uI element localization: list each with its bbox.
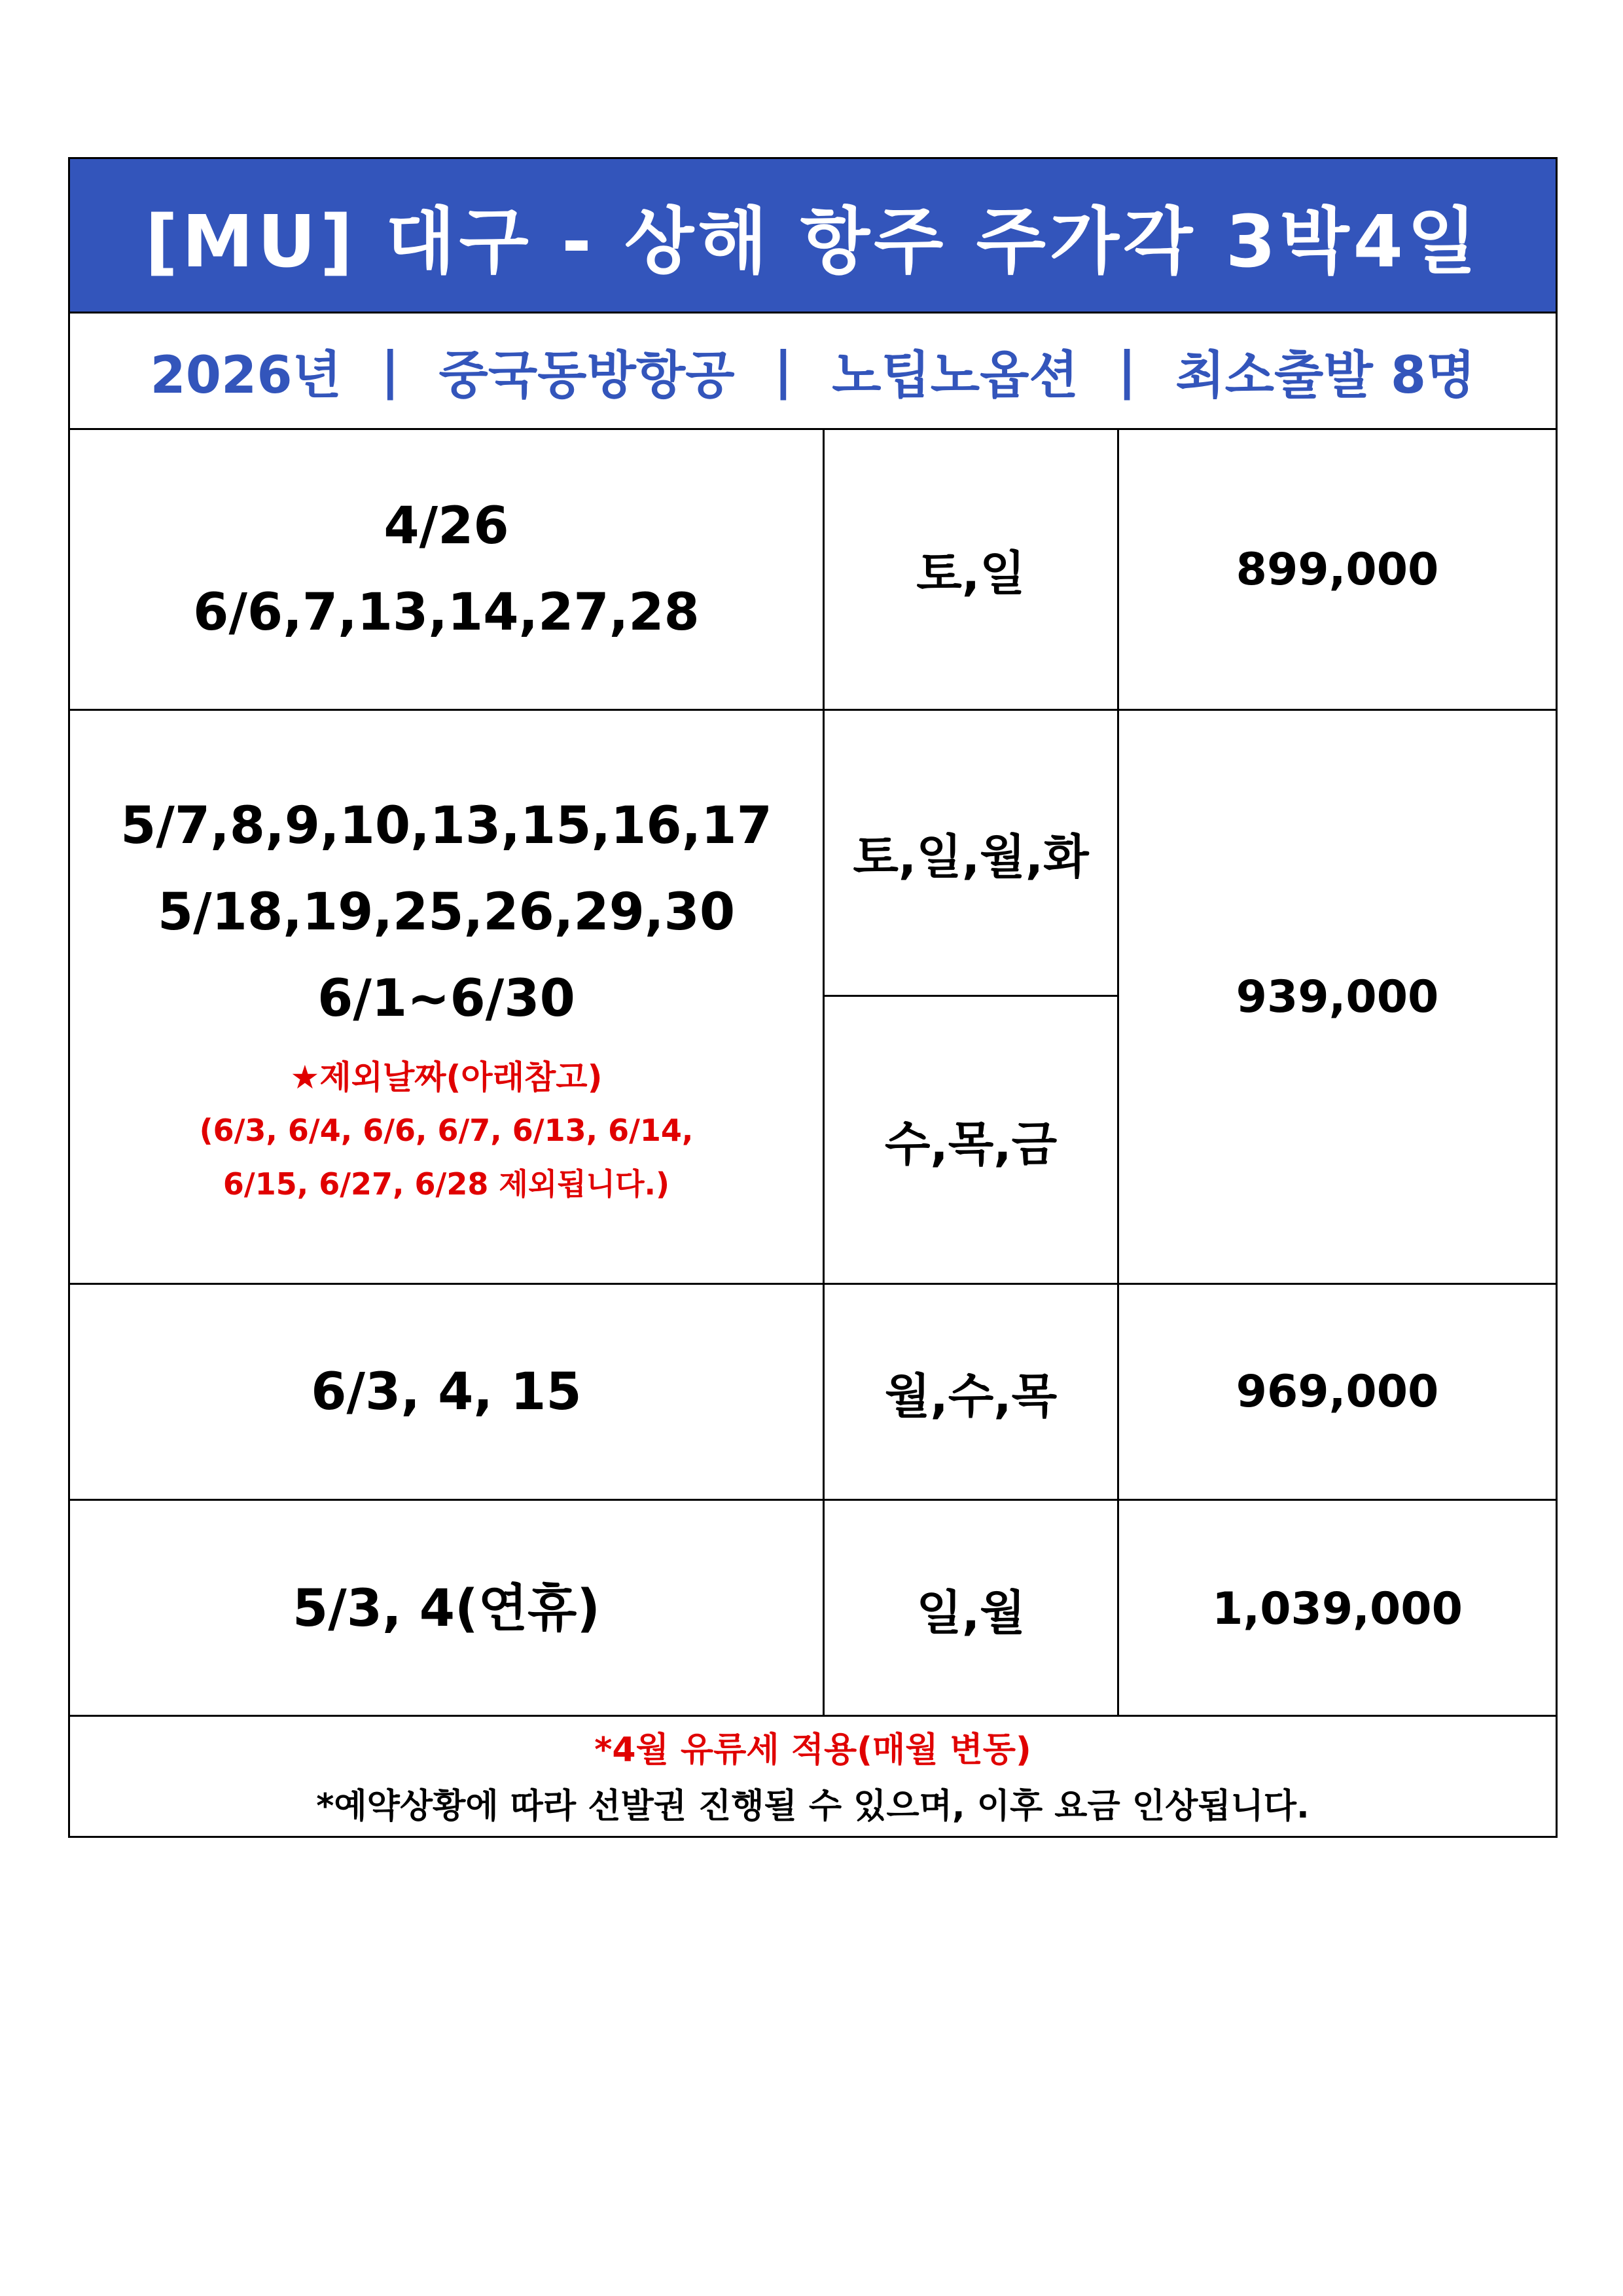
day-label: 토,일 — [916, 546, 1026, 601]
row-4-dates — [70, 1501, 823, 1717]
row-divider — [70, 709, 1556, 711]
day-label: 일,월 — [916, 1585, 1026, 1640]
price-value: 969,000 — [1236, 1366, 1439, 1418]
booking-note: *예약상황에 따라 선발권 진행될 수 있으며, 이후 요금 인상됩니다. — [316, 1787, 1310, 1826]
page-title: [MU] 대구 - 상해 항주 주가각 3박4일 — [145, 199, 1481, 283]
info-bar — [70, 314, 1556, 430]
info-min-departure: 최소출발 8명 — [1175, 346, 1476, 405]
exclusion-note-line: 6/15, 6/27, 6/28 제외됩니다.) — [223, 1166, 670, 1202]
date-line: 5/18,19,25,26,29,30 — [157, 883, 736, 942]
row-1-dates — [70, 430, 823, 709]
row-4-price — [1119, 1501, 1556, 1717]
date-line: 6/3, 4, 15 — [311, 1362, 582, 1422]
date-line: 4/26 — [383, 497, 509, 556]
row-2-days-bottom — [825, 997, 1117, 1283]
row-3-price — [1119, 1285, 1556, 1499]
day-label: 수,목,금 — [884, 1116, 1058, 1172]
exclusion-note-line: (6/3, 6/4, 6/6, 6/7, 6/13, 6/14, — [199, 1113, 694, 1148]
row-divider — [70, 1499, 1556, 1501]
row-divider — [70, 1283, 1556, 1285]
row-2-price — [1119, 711, 1556, 1283]
row-3-dates — [70, 1285, 823, 1499]
column-divider — [1117, 430, 1119, 1717]
row-2-dates — [70, 711, 823, 1283]
info-separator: | — [380, 341, 400, 401]
price-value: 899,000 — [1236, 543, 1439, 596]
price-value: 1,039,000 — [1212, 1583, 1463, 1635]
info-airline: 중국동방항공 — [438, 346, 735, 405]
date-line: 6/6,7,13,14,27,28 — [193, 583, 700, 642]
info-separator: | — [1117, 341, 1137, 401]
row-2-days-top — [825, 711, 1117, 995]
info-separator: | — [774, 341, 793, 401]
date-line: 6/1~6/30 — [317, 969, 575, 1028]
row-divider — [823, 995, 1119, 997]
row-1-days — [825, 430, 1117, 709]
fuel-surcharge-note: *4월 유류세 적용(매월 변동) — [594, 1731, 1031, 1770]
row-3-days — [825, 1285, 1117, 1499]
column-divider — [823, 430, 825, 1717]
info-year: 2026년 — [150, 346, 342, 405]
date-line: 5/7,8,9,10,13,15,16,17 — [120, 797, 772, 855]
schedule-grid — [70, 430, 1556, 1717]
footer-notes — [70, 1717, 1556, 1840]
row-1-price — [1119, 430, 1556, 709]
price-value: 939,000 — [1236, 971, 1439, 1023]
day-label: 토,일,월,화 — [853, 829, 1089, 884]
info-option: 노팁노옵션 — [832, 346, 1079, 405]
day-label: 월,수,목 — [884, 1368, 1058, 1424]
price-table — [68, 157, 1558, 1838]
date-line: 5/3, 4(연휴) — [292, 1579, 601, 1638]
title-bar — [70, 159, 1556, 314]
row-4-days — [825, 1501, 1117, 1717]
exclusion-note-title: ★제외날짜(아래참고) — [290, 1058, 603, 1096]
